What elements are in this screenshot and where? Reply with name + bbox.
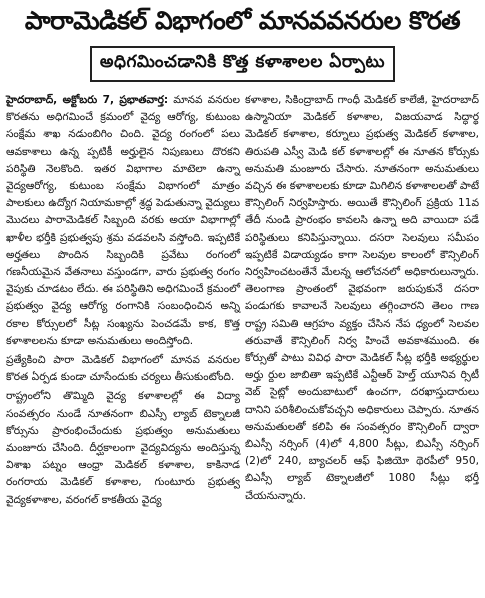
right-column [245, 92, 479, 509]
left-paragraph-1-text: మానవ వనరుల కొరతను అధిగమించే క్రమంలో వైద్య ఆరోగ్య, కుటుంబ సంక్షేమ శాఖ నడుంబిగిం చింది. వైద్య రంగంలో పలు ఆవకాశాలు ఉన్న ప్పటికీ అర్హులైన నిపుణులు దొరకని పరిస్థితి నెలకొంది. ఇతర విభాగాల మాటెలా ఉన్నా వైద్యఆరోగ్య, కుటుంబ సంక్షేమ విభాగంలో మాత్రం పాలకులు ఉద్యోగ నియామకాల్లో శ్రద్ధ పెడుతున్నా వైద్యులు మొదలు పారామెడికల్ సిబ్బంది వరకు అయా విభాగాల్లో ఖాళీల భర్తీకి ప్రభుత్వపు శ్రమ వడవలసి వస్తోంది. ఇప్పటికే అర్హతలు పొందిన సిబ్బందికి ప్రవేటు రంగంలో గణనీయమైన వేతనాలు వస్తుండగా, వారు ప్రభుత్వ రంగం వైపుకు చూడటం లేదు. ఈ పరిస్థితిని అధిగమించే క్రమంలో ప్రభుత్వం వైద్య ఆరోగ్య రంగానికి సంబంధించిన అన్ని రకాల కోర్సులలో సీట్ల సంఖ్యను పెంచడమే కాక, కొత్త కళాశాలలను కూడా అనుమతులు అందిస్తోంది. [6, 94, 240, 347]
headline: పారామెడికల్ విభాగంలో మానవవనరుల కొరత [24, 6, 461, 35]
left-column [6, 92, 240, 509]
right-paragraph-1: కళాశాల, సికింద్రాబాద్ గాంధీ మెడికల్ కాలేజీ, హైదరాబాద్ ఉస్మానియా మెడికల్ కళాశాల, విజయవాడ సిద్ధార్థ మెడికల్ కళాశాల, కర్నూలు ప్రభుత్వ మెడికల్ కళాశాల, తిరుపతి ఎస్వీ మెడి కల్ కళాశాలల్లో ఈ నూతన కోర్సుకు అనుమతి మంజూరు చేసారు. నూతనంగా అనుమతులు వచ్చిన ఈ కళాశాలలకు కూడా మిగిలిన కళాశాలలతో పాటే కౌన్సిలింగ్ నిర్వహిస్తారు. అయితే కౌన్సిలింగ్ ప్రక్రియ 11వ తేదీ నుండి ప్రారంభం కావలసి ఉన్నా అది వాయిదా పడే పరిస్థితులు కనిపిస్తున్నాయి. దసరా సెలవులు సమీపం ఇప్పటికే విడాయ్యడం కాగా సెలవుల కాలంలో కౌన్సిలింగ్ నిర్వహించటంతేనే మేలన్న ఆలోచనలో అధికారులున్నారు. తెలంగాణ ప్రాంతంలో వైభవంగా జరుపుకునే దసరా పండుగకు కావాలనే సెలవులు తగ్గించారని తెలం గాణ రాష్ట్ర సమితి ఆగ్రహం వ్యక్తం చేసిన నేప ధ్యంలో సెలవల తరువాతే కౌన్సిలింగ్ నిర్వ హించే అవకాశముంది. ఈ కోర్సుతో పాటు వివిధ పారా మెడికల్ సీట్ల భర్తీకి అభ్యర్థుల అర్హు ర్దుల జాబితా ఇప్పటికే ఎన్టీఆర్ హెల్త్ యూనివ ర్సిటీ వెబ్ సైట్లో అందుబాటులో ఉంచగా, దరఖాస్తుదారులు దానిని పరిశీలించుకోవచ్చని అధికారులు చెప్పారు. నూతన అనుమతులతో కలిపి ఈ సంవత్సరం కౌన్సిలింగ్ ద్వారా బిఎస్సీ నర్సింగ్ (4)లో 4,800 సీట్లు, బిఎస్సీ నర్సింగ్ (2)లో 240, బ్యాచలర్ ఆఫ్ ఫిజియో థెరపీలో 950, బిఎస్సీ ల్యాబ్ టెక్నాలజీలో 1080 సీట్లు భర్తీ చేయనున్నారు. [245, 94, 479, 502]
left-paragraph-1 [6, 92, 240, 350]
subheadline-box: అధిగమించడానికి కొత్త కళాశాలల ఏర్పాటు [90, 46, 395, 82]
subheadline-wrapper [6, 46, 479, 82]
article-columns [6, 92, 479, 509]
dateline: హైదరాబాద్, అక్టోబరు 7, ప్రభాతవార్త: [6, 94, 169, 106]
left-paragraph-2: ప్రత్యేకించి పారా మెడికల్ విభాగంలో మానవ వనరుల కొరత ఏర్పడ కుండా చూసేందుకు చర్యలు తీసుకుంటోంది. [6, 354, 240, 384]
left-paragraph-3: రాష్ట్రంలోని తొమ్మిది వైద్య కళాశాలల్లో ఈ విద్యా సంవత్సరం నుండే నూతనంగా బిఎస్సీ ల్యాబ్ టెక్నాలజీ కోర్సును ప్రారంభించేందుకు ప్రభుత్వం అనుమతులు మంజూరు చేసింది. దీర్ఘకాలంగా వైద్యవిద్యను అందిస్తున్న విశాఖ పట్నం ఆంధ్రా మెడికల్ కళాశాల, కాకినాడ రంగరాయ మెడికల్ కళాశాల, గుంటూరు ప్రభుత్వ వైద్యకళాశాల, వరంగల్ కాకతీయ వైద్య [6, 390, 240, 506]
